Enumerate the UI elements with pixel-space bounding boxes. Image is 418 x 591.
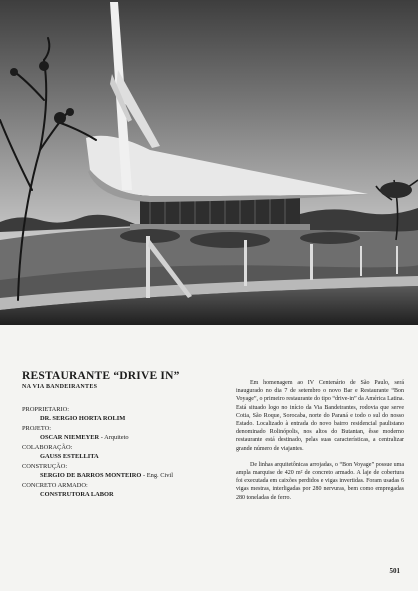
credit-name: CONSTRUTORA LABOR xyxy=(40,491,114,498)
article-title: RESTAURANTE “DRIVE IN” xyxy=(22,370,180,382)
page-number: 501 xyxy=(389,567,400,575)
credit-construction xyxy=(22,462,222,480)
credit-name: OSCAR NIEMEYER - Arquiteto xyxy=(40,434,129,441)
credit-role: PROPRIETARIO: xyxy=(22,406,70,413)
credit-role: PROJETO: xyxy=(22,425,52,432)
article-body xyxy=(236,379,404,510)
credit-concrete xyxy=(22,481,222,499)
credits-list xyxy=(22,405,222,500)
credit-role: CONSTRUÇÃO: xyxy=(22,463,68,470)
credit-role: COLABORAÇÃO: xyxy=(22,444,73,451)
credit-project xyxy=(22,424,222,442)
credit-name: DR. SERGIO HORTA ROLIM xyxy=(40,415,126,422)
credit-name: SERGIO DE BARROS MONTEIRO - Eng. Civil xyxy=(40,472,173,479)
credit-owner xyxy=(22,405,222,423)
credit-collaboration xyxy=(22,443,222,461)
body-paragraph: Em homenagem ao IV Centenário de São Paulo, será inaugurado no dia 7 de setembro o novo Bar e Restaurante “Bon Voyage”, o primeiro restaurante do tipo “drive-in” da América Latina. Está situado logo no início da Via Bandeirantes, rodovia que serve Cotia, São Roque, Sorocaba, norte do Paraná e todo o sul do nosso Estado. Localizado à entrada do novo bairro residencial paulistano denominado Rolinópolis, nos altos do Butantan, êsse moderno restaurante está destinado, pelas suas características, a centralizar grande número de viajantes. xyxy=(236,380,404,452)
credit-role: CONCRETO ARMADO: xyxy=(22,482,88,489)
credit-name: GAUSS ESTELLITA xyxy=(40,453,99,460)
body-paragraph: De linhas arquitetônicas arrojadas, o “Bon Voyage” possue uma ampla marquise de 420 m² de concreto armado. A laje de cobertura foi executada em caixões perdidos e vigas invertidas. Foram usadas 6 vigas mestras, interligadas por 280 nervuras, bem como empregadas 280 toneladas de ferro. xyxy=(236,461,404,501)
article-subtitle: NA VIA BANDEIRANTES xyxy=(22,384,98,390)
